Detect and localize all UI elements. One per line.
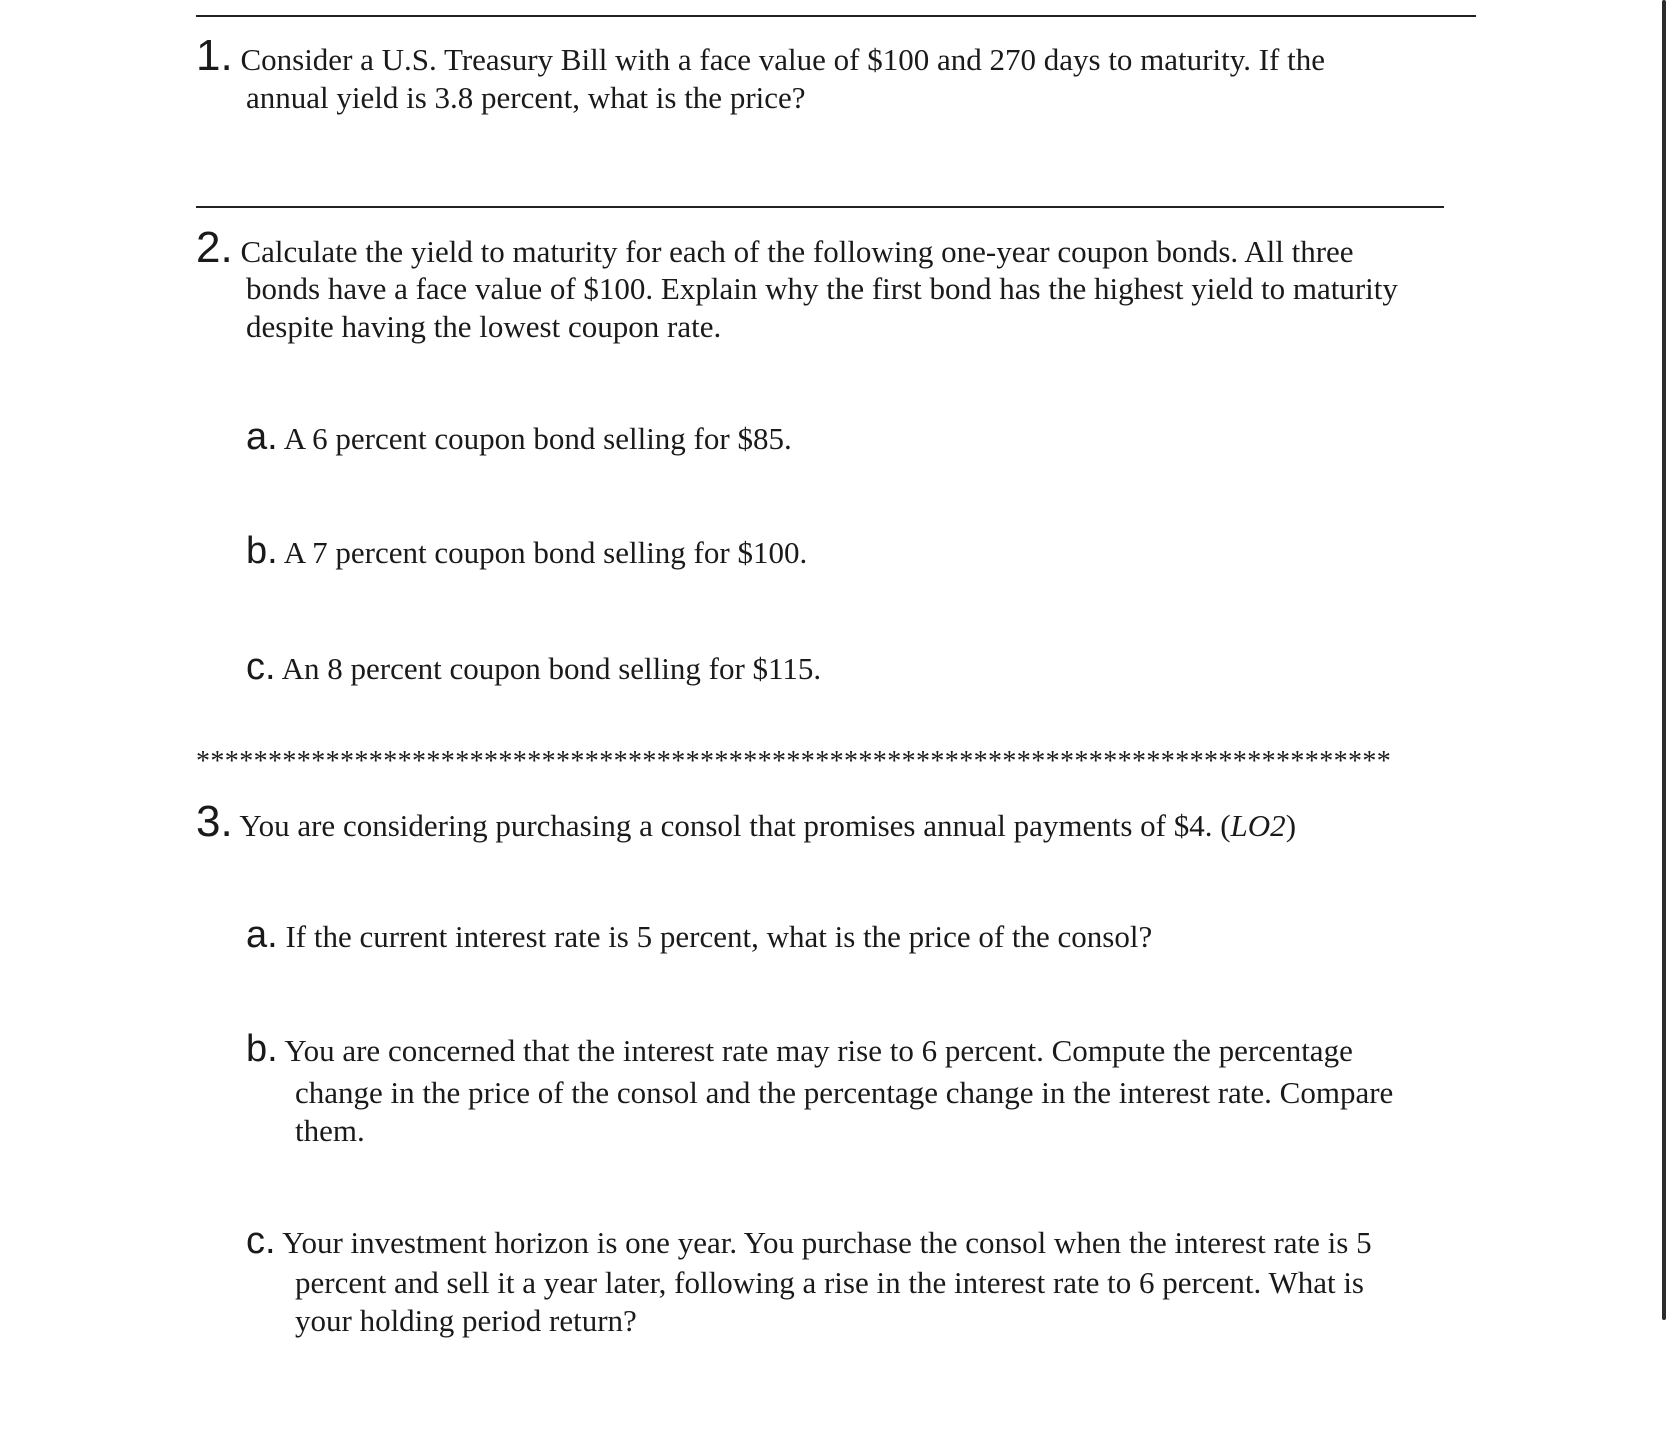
question-2-part-c bbox=[246, 648, 821, 686]
question-3-number: 3. bbox=[196, 797, 233, 846]
question-1-line-2: annual yield is 3.8 percent, what is the price? bbox=[246, 80, 806, 115]
question-3 bbox=[196, 797, 1297, 846]
question-3-part-a bbox=[246, 916, 1152, 954]
question-3-part-c-line-1: Your investment horizon is one year. You purchase the consol when the interest rate is 5 bbox=[282, 1225, 1372, 1260]
question-3-part-c-line-3: your holding period return? bbox=[295, 1303, 637, 1338]
question-3-close-paren: ) bbox=[1285, 808, 1297, 843]
question-2-part-b bbox=[246, 532, 807, 570]
question-3-part-a-letter: a. bbox=[246, 914, 278, 956]
section-divider bbox=[196, 206, 1444, 208]
question-2-part-a-letter: a. bbox=[246, 416, 278, 458]
question-3-part-b bbox=[246, 1030, 1353, 1068]
question-3-part-c-letter: c. bbox=[246, 1220, 276, 1262]
question-1-number: 1. bbox=[196, 31, 233, 80]
question-3-part-c bbox=[246, 1222, 1372, 1260]
question-3-part-b-line-3: them. bbox=[295, 1113, 365, 1148]
question-1-line-1: Consider a U.S. Treasury Bill with a face value of $100 and 270 days to maturity. If the bbox=[240, 42, 1325, 77]
question-3-part-a-text: If the current interest rate is 5 percent, what is the price of the consol? bbox=[285, 919, 1153, 954]
question-3-part-b-line-1: You are concerned that the interest rate may rise to 6 percent. Compute the percentage bbox=[284, 1033, 1353, 1068]
question-2-part-a-text: A 6 percent coupon bond selling for $85. bbox=[283, 421, 792, 456]
question-2-line-3: despite having the lowest coupon rate. bbox=[246, 309, 722, 344]
top-divider bbox=[196, 15, 1476, 17]
question-2-number: 2. bbox=[196, 223, 233, 272]
question-3-learning-objective: LO2 bbox=[1230, 808, 1286, 843]
question-2-line-2: bonds have a face value of $100. Explain why the first bond has the highest yield to maturity bbox=[246, 271, 1398, 306]
question-2-part-c-letter: c. bbox=[246, 646, 276, 688]
question-3-text: You are considering purchasing a consol that promises annual payments of $4. ( bbox=[239, 808, 1231, 843]
question-3-part-b-line-2: change in the price of the consol and the percentage change in the interest rate. Compare bbox=[295, 1075, 1394, 1110]
question-1 bbox=[196, 31, 1325, 80]
vertical-scrollbar[interactable] bbox=[1662, 0, 1666, 1320]
question-2-part-c-text: An 8 percent coupon bond selling for $115. bbox=[281, 651, 822, 686]
question-2 bbox=[196, 223, 1354, 272]
asterisk-separator: *********************************************************************************** bbox=[196, 748, 1392, 776]
question-3-part-c-line-2: percent and sell it a year later, following a rise in the interest rate to 6 percent. What is bbox=[295, 1265, 1365, 1300]
question-2-part-b-letter: b. bbox=[246, 530, 278, 572]
question-2-line-1: Calculate the yield to maturity for each of the following one-year coupon bonds. All three bbox=[240, 234, 1354, 269]
question-3-part-b-letter: b. bbox=[246, 1028, 278, 1070]
question-2-part-b-text: A 7 percent coupon bond selling for $100. bbox=[283, 535, 808, 570]
question-2-part-a bbox=[246, 418, 792, 456]
